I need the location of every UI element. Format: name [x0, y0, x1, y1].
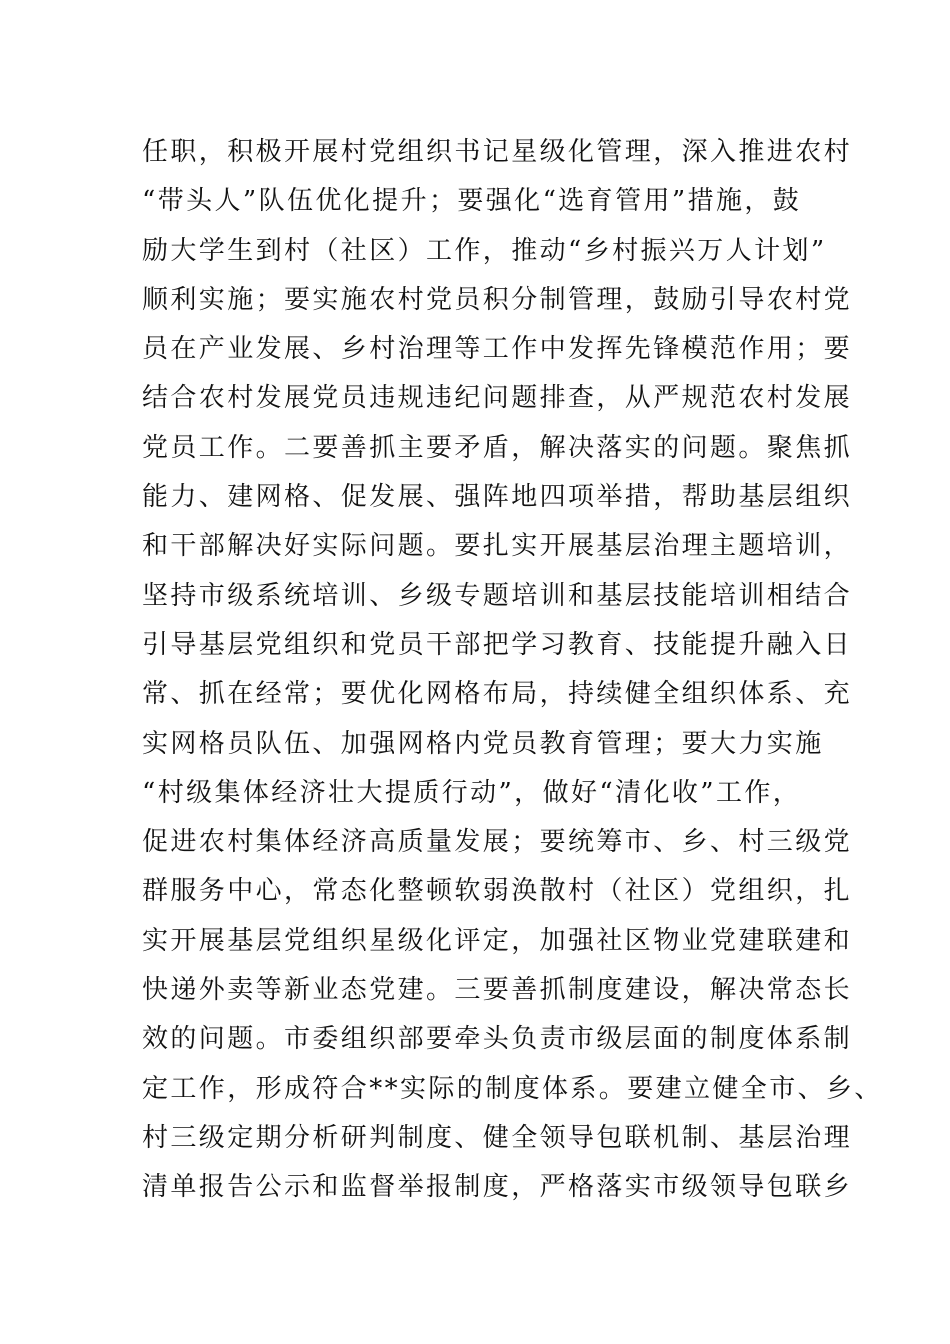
- text-line: “带头人”队伍优化提升；要强化“选育管用”措施，鼓: [142, 186, 802, 217]
- text-line: 定工作，形成符合**实际的制度体系。要建立健全市、乡、: [142, 1073, 883, 1104]
- text-line: 结合农村发展党员违规违纪问题排查，从严规范农村发展: [142, 383, 853, 414]
- text-line: 励大学生到村（社区）工作，推动“乡村振兴万人计划”: [142, 235, 827, 266]
- text-line: 效的问题。市委组织部要牵头负责市级层面的制度体系制: [142, 1024, 853, 1055]
- text-line: 常、抓在经常；要优化网格布局，持续健全组织体系、充: [142, 679, 853, 710]
- text-line: “村级集体经济壮大提质行动”，做好“清化收”工作，: [142, 777, 802, 808]
- text-line: 村三级定期分析研判制度、健全领导包联机制、基层治理: [142, 1122, 853, 1153]
- text-line: 党员工作。二要善抓主要矛盾，解决落实的问题。聚焦抓: [142, 432, 853, 463]
- text-line: 和干部解决好实际问题。要扎实开展基层治理主题培训，: [142, 531, 853, 562]
- text-line: 促进农村集体经济高质量发展；要统筹市、乡、村三级党: [142, 827, 853, 858]
- text-line: 坚持市级系统培训、乡级专题培训和基层技能培训相结合: [142, 580, 853, 611]
- text-line: 快递外卖等新业态党建。三要善抓制度建设，解决常态长: [142, 975, 853, 1006]
- text-line: 实开展基层党组织星级化评定，加强社区物业党建联建和: [142, 925, 853, 956]
- text-line: 能力、建网格、促发展、强阵地四项举措，帮助基层组织: [142, 482, 853, 513]
- text-line: 顺利实施；要实施农村党员积分制管理，鼓励引导农村党: [142, 284, 853, 315]
- text-line: 引导基层党组织和党员干部把学习教育、技能提升融入日: [142, 629, 853, 660]
- body-text: [142, 128, 883, 1213]
- text-line: 清单报告公示和监督举报制度，严格落实市级领导包联乡: [142, 1172, 853, 1203]
- text-line: 实网格员队伍、加强网格内党员教育管理；要大力实施: [142, 728, 824, 759]
- text-line: 任职，积极开展村党组织书记星级化管理，深入推进农村: [142, 137, 853, 167]
- text-line: 员在产业发展、乡村治理等工作中发挥先锋模范作用；要: [142, 334, 853, 365]
- text-line: 群服务中心，常态化整顿软弱涣散村（社区）党组织，扎: [142, 876, 853, 907]
